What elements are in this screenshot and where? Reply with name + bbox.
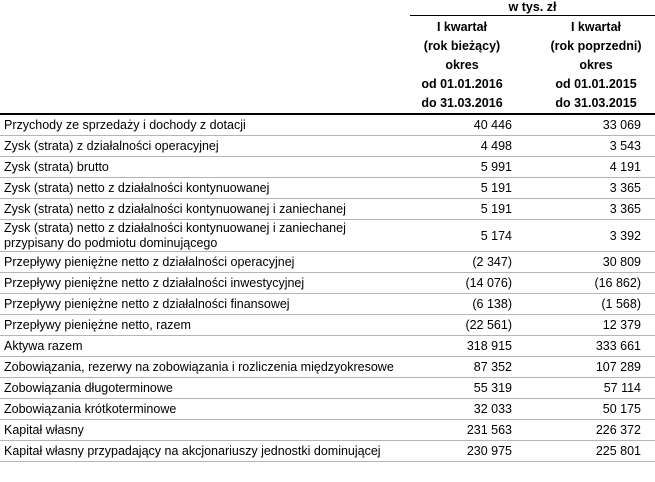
row-label-line: Przepływy pieniężne netto z działalności operacyjnej [4, 255, 295, 269]
value-previous-year: 33 069 [602, 118, 641, 132]
header-line: od 01.01.2016 [421, 77, 503, 91]
table-row [0, 357, 655, 378]
table-row [0, 136, 655, 157]
value-current-year: 5 174 [480, 229, 512, 243]
value-previous-year: 226 372 [595, 423, 641, 437]
table-row [0, 315, 655, 336]
value-current-year: 231 563 [466, 423, 512, 437]
row-label-line: Zysk (strata) netto z działalności kontynuowanej i zaniechanej [4, 202, 346, 216]
row-label-line: Aktywa razem [4, 339, 83, 353]
value-previous-year: (1 568) [601, 297, 641, 311]
row-label-line: Zysk (strata) brutto [4, 160, 109, 174]
row-label-line: Kapitał własny [4, 423, 84, 437]
unit-underline [410, 15, 655, 16]
header-line: do 31.03.2016 [421, 96, 503, 110]
header-line: do 31.03.2015 [555, 96, 637, 110]
row-label [4, 444, 414, 459]
header-line: (rok bieżący) [423, 39, 501, 53]
header-line: okres [579, 58, 613, 72]
value-current-year: (14 076) [465, 276, 512, 290]
table-row [0, 199, 655, 220]
value-previous-year: 333 661 [595, 339, 641, 353]
row-label [4, 221, 414, 251]
value-previous-year: 12 379 [602, 318, 641, 332]
value-previous-year: 57 114 [603, 381, 641, 395]
table-row [0, 294, 655, 315]
row-label [4, 202, 414, 217]
row-label-line: Zobowiązania długoterminowe [4, 381, 173, 395]
row-label [4, 423, 414, 438]
header-line: od 01.01.2015 [555, 77, 637, 91]
row-label-line: Kapitał własny przypadający na akcjonariuszy jednostki dominującej [4, 444, 381, 458]
row-label [4, 297, 414, 312]
value-current-year: 230 975 [466, 444, 512, 458]
row-label-line: Zobowiązania, rezerwy na zobowiązania i rozliczenia międzyokresowe [4, 360, 394, 374]
table-row [0, 252, 655, 273]
value-previous-year: 3 392 [609, 229, 641, 243]
row-label-line: Przepływy pieniężne netto, razem [4, 318, 191, 332]
row-label [4, 160, 414, 175]
row-label [4, 339, 414, 354]
value-previous-year: 3 543 [609, 139, 641, 153]
table-row [0, 157, 655, 178]
value-current-year: (2 347) [472, 255, 512, 269]
table-row [0, 178, 655, 199]
row-divider [0, 461, 655, 462]
value-previous-year: (16 862) [594, 276, 641, 290]
row-label [4, 255, 414, 270]
value-previous-year: 225 801 [595, 444, 641, 458]
table-row [0, 273, 655, 294]
table-row [0, 399, 655, 420]
row-label [4, 381, 414, 396]
row-label [4, 360, 414, 375]
value-previous-year: 4 191 [609, 160, 641, 174]
row-label [4, 318, 414, 333]
header-line: okres [445, 58, 479, 72]
row-label-line: Przepływy pieniężne netto z działalności inwestycyjnej [4, 276, 305, 290]
row-label [4, 181, 414, 196]
row-label [4, 139, 414, 154]
table-row [0, 220, 655, 252]
value-current-year: 5 191 [480, 202, 512, 216]
row-label [4, 276, 414, 291]
value-current-year: 32 033 [473, 402, 512, 416]
row-label-line: Przepływy pieniężne netto z działalności finansowej [4, 297, 290, 311]
value-current-year: (22 561) [465, 318, 512, 332]
row-label-line: Zysk (strata) netto z działalności kontynuowanej i zaniechanej [4, 221, 346, 235]
row-label-line: Zobowiązania krótkoterminowe [4, 402, 177, 416]
value-previous-year: 3 365 [609, 181, 641, 195]
table-row [0, 115, 655, 136]
row-label-line: Zysk (strata) z działalności operacyjnej [4, 139, 219, 153]
table-row [0, 378, 655, 399]
value-current-year: 40 446 [473, 118, 512, 132]
value-current-year: 318 915 [466, 339, 512, 353]
row-label [4, 402, 414, 417]
value-current-year: 55 319 [473, 381, 512, 395]
row-label-line: Zysk (strata) netto z działalności kontynuowanej [4, 181, 270, 195]
column-header-previous-year [537, 18, 655, 113]
unit-label: w tys. zł [508, 0, 557, 14]
table-row [0, 420, 655, 441]
column-header-current-year [403, 18, 521, 113]
value-previous-year: 50 175 [602, 402, 641, 416]
value-current-year: 5 191 [480, 181, 512, 195]
value-previous-year: 30 809 [602, 255, 641, 269]
header-line: I kwartał [436, 20, 488, 34]
value-current-year: 4 498 [480, 139, 512, 153]
value-previous-year: 107 289 [595, 360, 641, 374]
value-current-year: 5 991 [480, 160, 512, 174]
table-row [0, 336, 655, 357]
value-previous-year: 3 365 [609, 202, 641, 216]
row-label-line: Przychody ze sprzedaży i dochody z dotacji [4, 118, 246, 132]
value-current-year: 87 352 [473, 360, 512, 374]
header-line: (rok poprzedni) [550, 39, 642, 53]
table-row [0, 441, 655, 462]
row-label [4, 118, 414, 133]
row-label-line: przypisany do podmiotu dominującego [4, 236, 218, 250]
value-current-year: (6 138) [472, 297, 512, 311]
header-line: I kwartał [570, 20, 622, 34]
